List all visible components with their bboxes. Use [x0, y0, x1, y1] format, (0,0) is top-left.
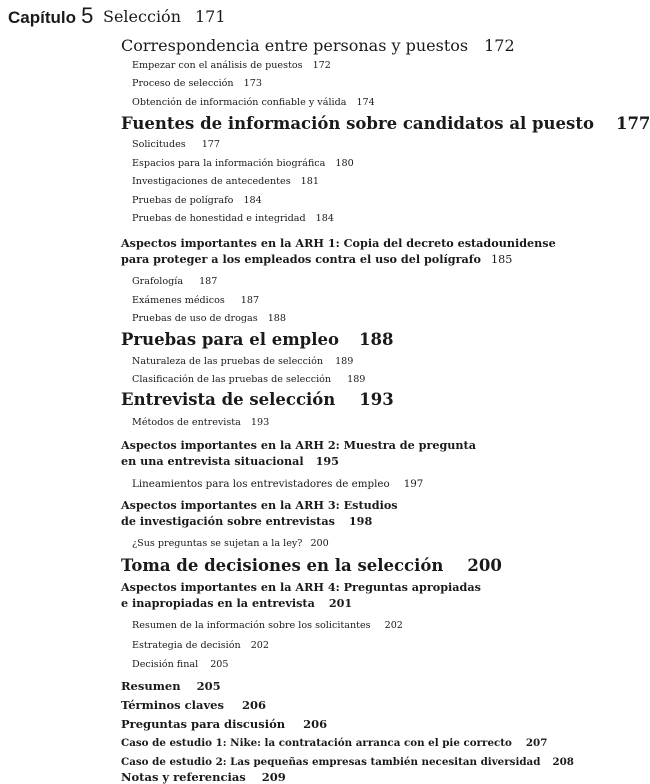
- page-number: 202: [250, 640, 269, 651]
- page-number: 180: [335, 158, 354, 169]
- page-number: 171: [195, 7, 226, 26]
- toc-feature-box: en una entrevista situacional 195: [121, 454, 339, 468]
- toc-entry: Exámenes médicos 187: [132, 295, 260, 306]
- page-number: 193: [359, 390, 394, 409]
- toc-feature-box: e inapropiadas en la entrevista 201: [121, 596, 353, 610]
- toc-feature-box: Aspectos importantes en la ARH 4: Preguntas apropiadas: [121, 580, 481, 594]
- page-number: 205: [196, 679, 221, 693]
- page-number: 206: [303, 717, 328, 731]
- toc-section: Pruebas para el empleo 188: [121, 330, 394, 349]
- chapter-title-text: Selección: [103, 7, 181, 26]
- toc-entry: Pruebas de polígrafo 184: [132, 195, 262, 206]
- page-number: 205: [210, 659, 229, 670]
- page-number: 187: [240, 295, 260, 306]
- toc-feature-box: Aspectos importantes en la ARH 3: Estudios: [121, 498, 398, 512]
- page-number: 188: [359, 330, 394, 349]
- toc-entry: Resumen de la información sobre los solicitantes 202: [132, 620, 403, 631]
- chapter-number: 5: [81, 3, 94, 28]
- page-number: 201: [328, 596, 353, 610]
- toc-end-entry: Caso de estudio 1: Nike: la contratación arranca con el pie correcto 207: [121, 737, 548, 749]
- page-number: 193: [250, 417, 270, 428]
- toc-end-entry: Resumen 205: [121, 679, 221, 693]
- toc-entry: Espacios para la información biográfica 180: [132, 158, 354, 169]
- toc-section: Toma de decisiones en la selección 200: [121, 556, 502, 575]
- page-number: 188: [267, 313, 286, 324]
- page-number: 197: [403, 478, 424, 490]
- toc-end-entry: Notas y referencias 209: [121, 770, 286, 784]
- page-number: 172: [312, 60, 331, 71]
- toc-entry: Proceso de selección 173: [132, 78, 262, 89]
- page-number: 189: [335, 356, 354, 367]
- toc-entry: Métodos de entrevista 193: [132, 417, 270, 428]
- toc-feature-box: Aspectos importantes en la ARH 2: Muestra de pregunta: [121, 438, 476, 452]
- page-number: 200: [310, 538, 329, 549]
- chapter-heading: [8, 3, 93, 29]
- page-number: 189: [347, 374, 366, 385]
- page-number: 207: [525, 737, 548, 749]
- toc-end-entry: Términos claves 206: [121, 698, 266, 712]
- toc-entry: Lineamientos para los entrevistadores de empleo 197: [132, 478, 424, 490]
- page-number: 208: [552, 756, 574, 768]
- page-number: 206: [241, 698, 266, 712]
- toc-section: Entrevista de selección 193: [121, 390, 394, 409]
- page-number: 172: [484, 36, 515, 55]
- page-number: 198: [348, 514, 373, 528]
- toc-entry: Empezar con el análisis de puestos 172: [132, 60, 331, 71]
- toc-entry: ¿Sus preguntas se sujetan a la ley? 200: [132, 538, 329, 549]
- toc-entry: Naturaleza de las pruebas de selección 189: [132, 356, 354, 367]
- page-number: 173: [243, 78, 262, 89]
- page-number: 181: [300, 176, 319, 187]
- page-number: 184: [243, 195, 262, 206]
- toc-feature-box: de investigación sobre entrevistas 198: [121, 514, 373, 528]
- toc-entry: Decisión final 205: [132, 659, 229, 670]
- toc-entry: Clasificación de las pruebas de selección 189: [132, 374, 366, 385]
- page-number: 202: [384, 620, 403, 631]
- toc-entry: Grafología 187: [132, 276, 218, 287]
- toc-entry: Pruebas de honestidad e integridad 184: [132, 213, 334, 224]
- chapter-title: [103, 7, 226, 26]
- toc-section: Fuentes de información sobre candidatos al puesto 177: [121, 114, 650, 133]
- page-number: 177: [201, 139, 221, 150]
- page-number: 200: [467, 556, 502, 575]
- toc-end-entry: Caso de estudio 2: Las pequeñas empresas también necesitan diversidad 208: [121, 756, 574, 768]
- page-number: 174: [356, 97, 375, 108]
- page-number: 184: [315, 213, 334, 224]
- chapter-label: Capítulo: [8, 8, 76, 27]
- toc-feature-box: Aspectos importantes en la ARH 1: Copia del decreto estadounidense: [121, 236, 556, 250]
- page-number: 195: [315, 454, 339, 468]
- toc-feature-box: para proteger a los empleados contra el uso del polígrafo 185: [121, 252, 513, 266]
- toc-entry: Obtención de información confiable y válida 174: [132, 97, 375, 108]
- toc-entry: Solicitudes 177: [132, 139, 221, 150]
- toc-entry: Pruebas de uso de drogas 188: [132, 313, 286, 324]
- page-number: 177: [615, 114, 650, 133]
- page-number: 185: [491, 253, 513, 266]
- toc-section: Correspondencia entre personas y puestos 172: [121, 36, 515, 55]
- page-number: 187: [199, 276, 218, 287]
- toc-entry: Estrategia de decisión 202: [132, 640, 269, 651]
- toc-entry: Investigaciones de antecedentes 181: [132, 176, 319, 187]
- page-number: 209: [261, 770, 286, 784]
- toc-end-entry: Preguntas para discusión 206: [121, 717, 328, 731]
